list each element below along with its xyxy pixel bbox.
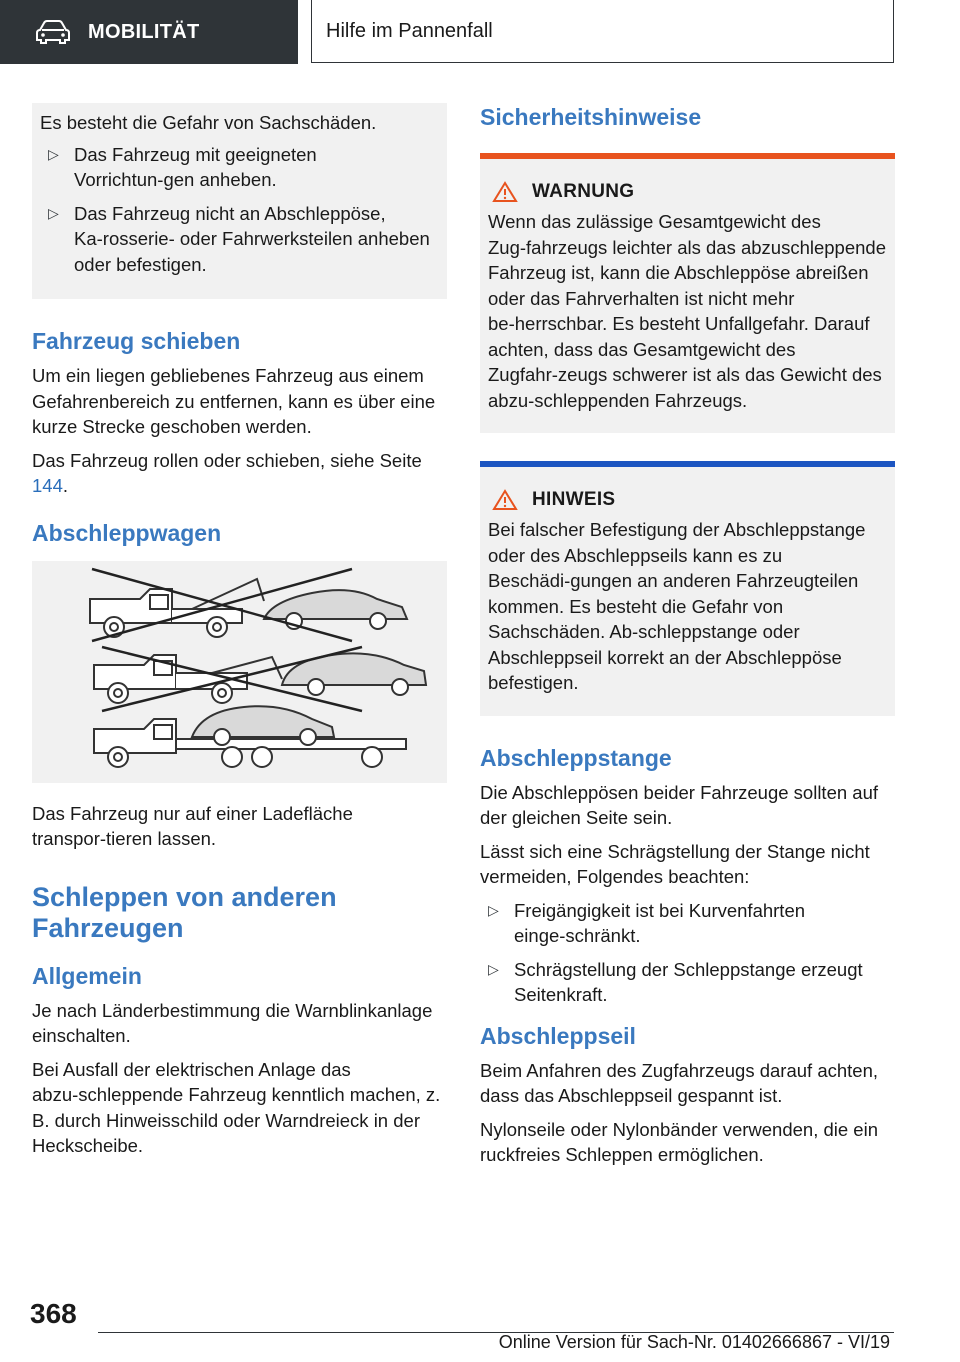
tow-bar-title: Abschleppstange — [480, 744, 672, 771]
warning-triangle-icon — [492, 181, 518, 203]
general-text-1: Je nach Länderbestimmung die Warnblinkanlage einschalten. — [32, 999, 433, 1046]
damage-text: Es besteht die Gefahr von Sachschäden. — [40, 112, 377, 133]
left-column — [32, 103, 447, 1167]
section-tab — [0, 0, 298, 64]
damage-box — [32, 103, 447, 299]
tow-bar-list — [480, 898, 895, 1008]
page-link[interactable]: 144 — [32, 475, 63, 496]
triangle-bullet-icon: ▷ — [488, 901, 499, 918]
chapter-header — [311, 0, 894, 63]
tow-bar-text-1: Die Abschleppösen beider Fahrzeuge sollten auf der gleichen Seite sein. — [480, 781, 879, 828]
warning-text: Wenn das zulässige Gesamtgewicht des Zug‑fahrzeugs leichter als das abzuschleppende Fahrzeug ist, kann die Abschleppöse abreißen oder das Fahrverhalten ist nicht mehr be‑herrschbar. Es besteht Unfallgefahr. Darauf achten, dass das Gesamtgewicht des Zugfahr‑zeugs schwerer ist als das Gewicht des abzu‑schleppenden Fahrzeugs. — [488, 211, 886, 411]
notice-box — [480, 461, 895, 716]
notice-text: Bei falscher Befestigung der Abschleppstange oder des Abschleppseils kann es zu Beschädi‑gungen an anderen Fahrzeugteilen kommen. Es besteht die Gefahr von Sachschäden. Ab‑schleppstange oder Abschleppseil korrekt an der Abschleppöse befestigen. — [488, 519, 866, 693]
list-item: ▷ Schrägstellung der Schleppstange erzeugt Seitenkraft. — [488, 958, 863, 1005]
tow-bar-text-2: Lässt sich eine Schrägstellung der Stange nicht vermeiden, Folgendes beachten: — [480, 840, 870, 887]
triangle-bullet-icon: ▷ — [48, 204, 59, 221]
warning-label: WARNUNG — [532, 181, 635, 202]
right-column — [480, 103, 895, 1176]
push-text-2: Das Fahrzeug rollen oder schieben, siehe Seite 144. — [32, 449, 422, 496]
triangle-bullet-icon: ▷ — [48, 145, 59, 162]
tow-rope-text-1: Beim Anfahren des Zugfahrzeugs darauf achten, dass das Abschleppseil gespannt ist. — [480, 1059, 879, 1106]
notice-triangle-icon — [492, 489, 518, 511]
warning-box — [480, 153, 895, 433]
car-icon — [36, 20, 70, 44]
list-item: ▷ Das Fahrzeug mit geeigneten Vorrichtun‑gen anheben. — [48, 143, 317, 190]
footer-text: Online Version für Sach-Nr. 01402666867 - VI/19 — [498, 1332, 890, 1352]
towtruck-title: Abschleppwagen — [32, 519, 222, 546]
towtruck-caption: Das Fahrzeug nur auf einer Ladefläche transpor‑tieren lassen. — [32, 802, 353, 849]
notice-label: HINWEIS — [532, 489, 616, 510]
list-item: ▷ Freigängigkeit ist bei Kurvenfahrten einge‑schränkt. — [488, 899, 806, 946]
towtruck-illustration — [32, 561, 447, 783]
towing-others-title: Schleppen von anderen Fahrzeugen — [32, 881, 337, 943]
page-number: 368 — [30, 1298, 77, 1329]
tow-rope-title: Abschleppseil — [480, 1022, 636, 1049]
section-label: MOBILITÄT — [88, 20, 200, 43]
safety-title: Sicherheitshinweise — [480, 104, 702, 130]
tow-rope-text-2: Nylonseile oder Nylonbänder verwenden, die ein ruckfreies Schleppen ermöglichen. — [480, 1118, 878, 1165]
general-text-2: Bei Ausfall der elektrischen Anlage das abzu‑schleppende Fahrzeug kenntlich machen, z. B. durch Hinweisschild oder Warndreieck in der Heckscheibe. — [32, 1058, 441, 1156]
push-text-1: Um ein liegen gebliebenes Fahrzeug aus einem Gefahrenbereich zu entfernen, kann es über eine kurze Strecke geschoben werden. — [32, 365, 436, 437]
general-title: Allgemein — [32, 962, 142, 989]
towtruck-illustration-icon — [32, 561, 447, 783]
chapter-title: Hilfe im Pannenfall — [326, 19, 493, 42]
push-title: Fahrzeug schieben — [32, 328, 241, 354]
damage-list — [40, 142, 439, 278]
triangle-bullet-icon: ▷ — [488, 960, 499, 977]
list-item: ▷ Das Fahrzeug nicht an Abschleppöse, Ka‑rosserie- oder Fahrwerksteilen anheben oder befestigen. — [48, 202, 430, 275]
